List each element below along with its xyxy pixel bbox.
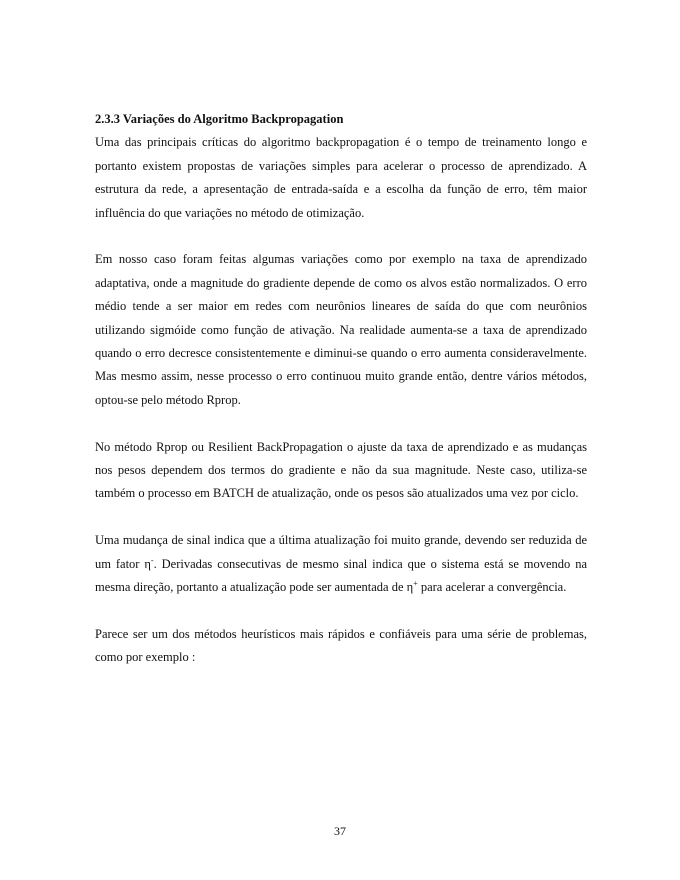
- paragraph-4-part-2: . Derivadas consecutivas de mesmo sinal indica que o sistema está se movendo na mesma direção, portanto a atualização pode ser aumentada de η: [95, 556, 587, 595]
- eta-plus-superscript: +: [413, 578, 418, 588]
- section-title: 2.3.3 Variações do Algoritmo Backpropagation: [95, 112, 344, 126]
- page-number: 37: [334, 824, 346, 838]
- document-page: [95, 108, 587, 670]
- paragraph-3: No método Rprop ou Resilient BackPropagation o ajuste da taxa de aprendizado e as mudanças nos pesos dependem dos termos do gradiente e não da sua magnitude. Neste caso, utiliza-se também o processo em BATCH de atualização, onde os pesos são atualizados uma vez por ciclo.: [95, 439, 587, 501]
- eta-minus-superscript: -: [150, 555, 154, 565]
- paragraph-1: Uma das principais críticas do algoritmo backpropagation é o tempo de treinamento longo e portanto existem propostas de variações simples para acelerar o processo de aprendizado. A estrutura da rede, a apresentação de entrada-saída e a escolha da função de erro, têm maior influência do que variações no método de otimização.: [95, 135, 587, 220]
- paragraph-4-part-1: Uma mudança de sinal indica que a última atualização foi muito grande, devendo ser reduzida de um fator η: [95, 533, 587, 571]
- paragraph-2: Em nosso caso foram feitas algumas variações como por exemplo na taxa de aprendizado adaptativa, onde a magnitude do gradiente depende de como os alvos estão normalizados. O erro médio tende a ser maior em redes com neurônios lineares de saída do que com neurônios utilizando sigmóide como função de ativação. Na realidade aumenta-se a taxa de aprendizado quando o erro decresce consistentemente e diminui-se quando o erro aumenta consideravelmente. Mas mesmo assim, nesse processo o erro continuou muito grande então, dentre vários métodos, optou-se pelo método Rprop.: [95, 252, 587, 407]
- paragraph-5: Parece ser um dos métodos heurísticos mais rápidos e confiáveis para uma série de problemas, como por exemplo :: [95, 626, 587, 665]
- paragraph-4: [95, 529, 587, 599]
- paragraph-4-part-3: para acelerar a convergência.: [417, 580, 567, 595]
